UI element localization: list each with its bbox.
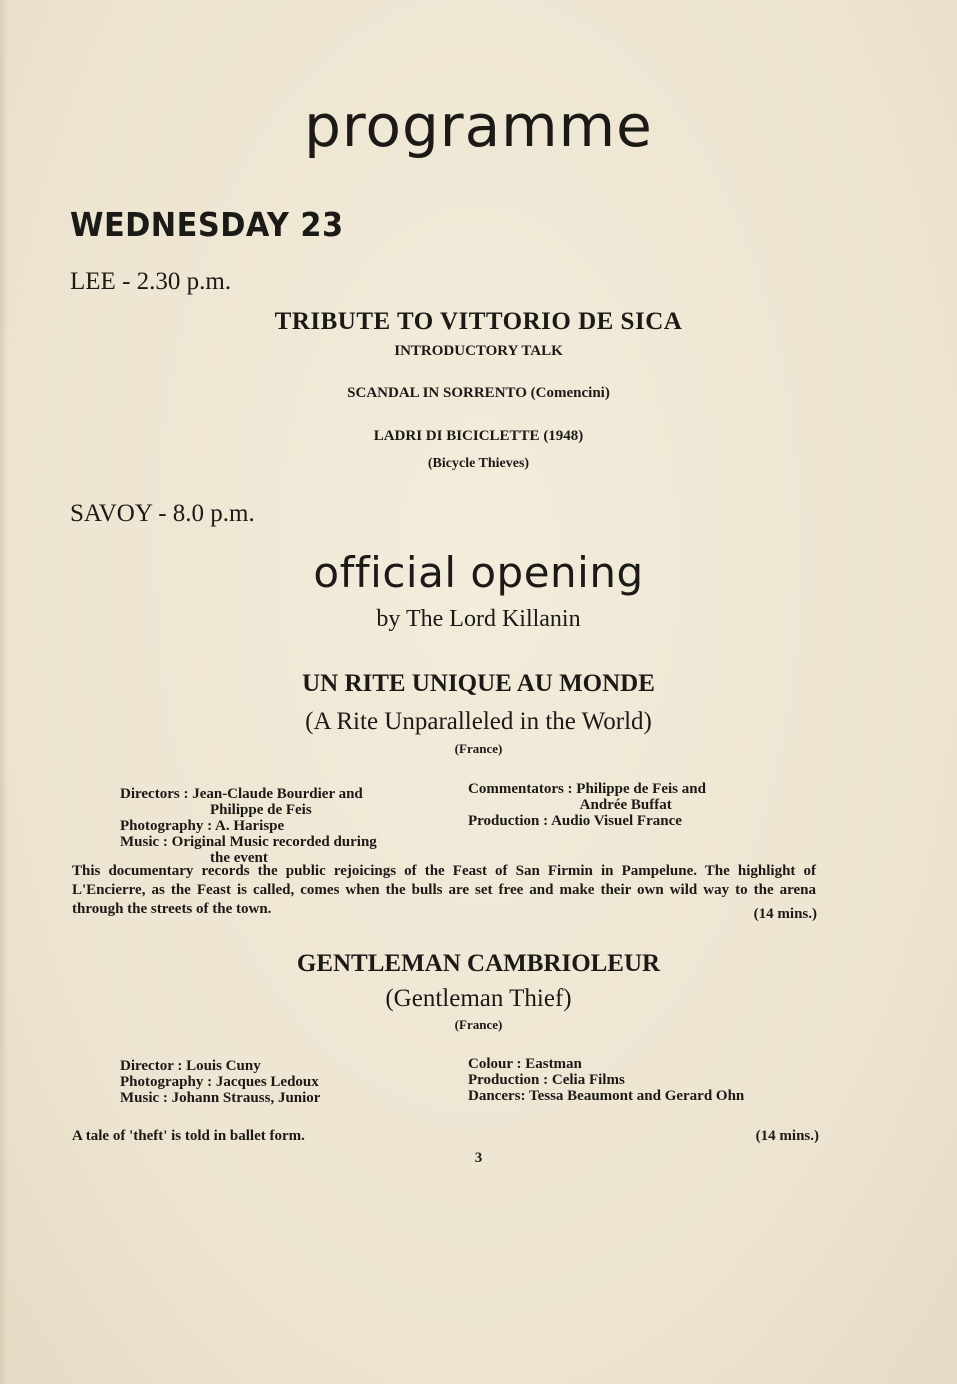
film-b-synopsis: A tale of 'theft' is told in ballet form.: [72, 1128, 305, 1144]
film-b-duration: (14 mins.): [755, 1128, 819, 1144]
page-number: 3: [474, 1150, 483, 1166]
film-a-credits-left: Directors : Jean-Claude Bourdier and Philippe de Feis Photography : A. Harispe Music : Original Music recorded during the event: [120, 786, 377, 866]
programme-title: programme: [304, 92, 653, 160]
film-a-credits-right: Commentators : Philippe de Feis and Andrée Buffat Production : Audio Visuel France: [468, 781, 706, 829]
official-opening-heading: official opening: [313, 548, 644, 597]
film-scandal-in-sorrento: SCANDAL IN SORRENTO (Comencini): [347, 385, 610, 401]
film-b-english-title: (Gentleman Thief): [385, 985, 572, 1012]
film-a-title: UN RITE UNIQUE AU MONDE: [302, 670, 655, 697]
opening-by-line: by The Lord Killanin: [376, 606, 581, 632]
film-b-credits-right: Colour : Eastman Production : Celia Films Dancers: Tessa Beaumont and Gerard Ohn: [468, 1056, 745, 1104]
session1-venue: LEE - 2.30 p.m.: [70, 268, 232, 295]
film-b-country: (France): [454, 1017, 503, 1032]
film-b-credits-left: Director : Louis Cuny Photography : Jacques Ledoux Music : Johann Strauss, Junior: [120, 1058, 321, 1106]
day-heading: WEDNESDAY 23: [70, 205, 344, 244]
film-ladri-di-biciclette: LADRI DI BICICLETTE (1948): [373, 428, 584, 444]
session2-venue: SAVOY - 8.0 p.m.: [70, 500, 255, 527]
film-a-duration: (14 mins.): [753, 906, 817, 922]
film-a-english-title: (A Rite Unparalleled in the World): [305, 708, 652, 735]
tribute-heading: TRIBUTE TO VITTORIO DE SICA: [274, 308, 683, 335]
film-b-title: GENTLEMAN CAMBRIOLEUR: [296, 950, 661, 977]
film-a-country: (France): [454, 741, 503, 756]
introductory-talk: INTRODUCTORY TALK: [394, 343, 563, 359]
film-bicycle-thieves: (Bicycle Thieves): [427, 456, 530, 471]
film-a-synopsis: This documentary records the public rejoicings of the Feast of San Firmin in Pampelune. The highlight of L'Encierre, as the Feast is called, comes when the bulls are set free and make their own wild way to the arena through the streets of the town.: [72, 863, 816, 917]
